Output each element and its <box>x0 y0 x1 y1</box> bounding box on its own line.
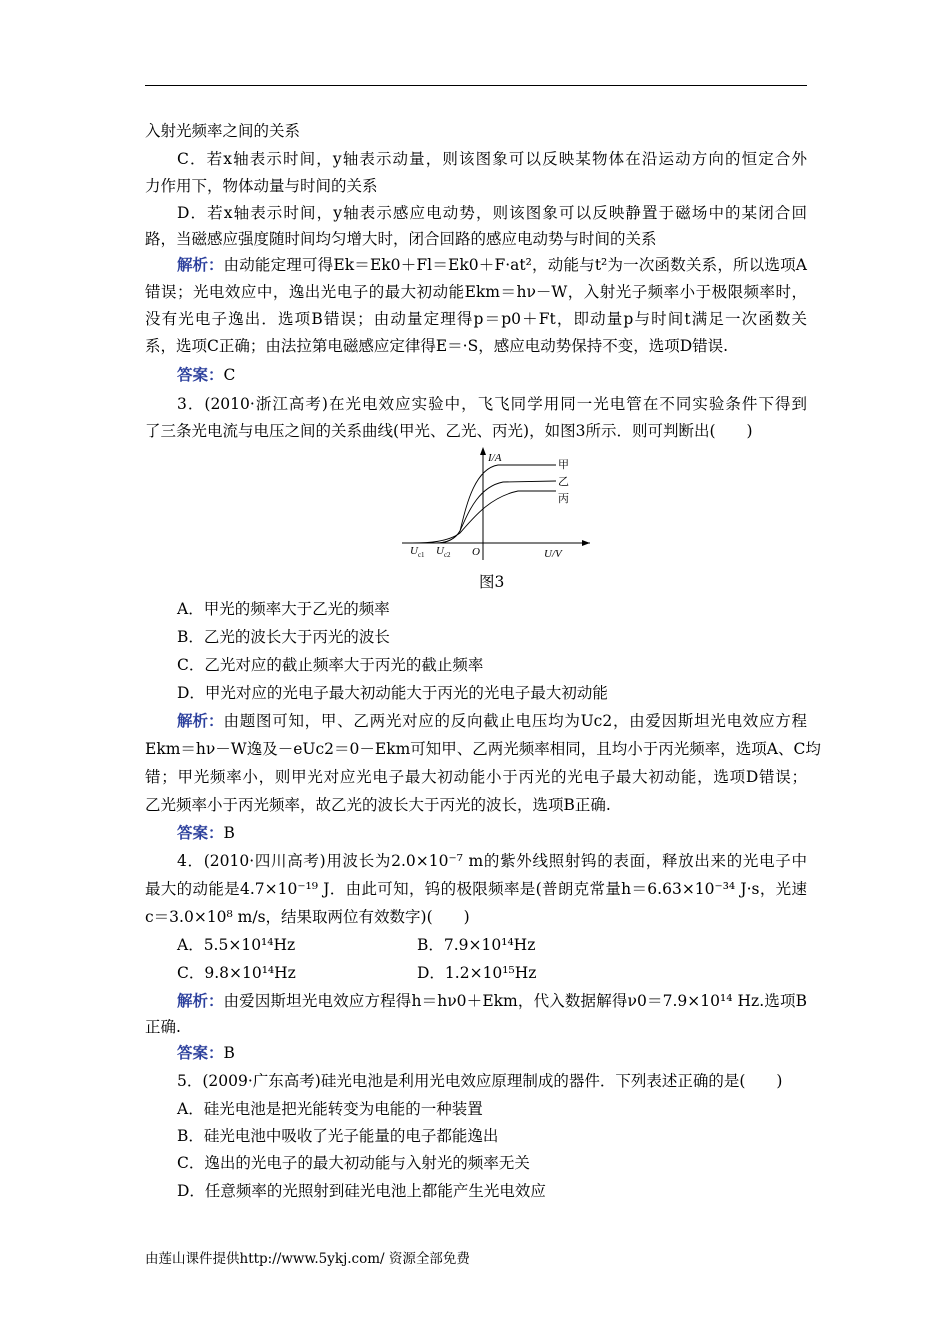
q2-analysis-text: 由动能定理可得Ek＝Ek0＋Fl＝Ek0＋F·at²，动能与t²为一次函数关系，所以选项A <box>223 256 807 274</box>
q3-analysis-line4: 乙光频率小于丙光频率，故乙光的波长大于丙光的波长，选项B正确. <box>145 796 611 814</box>
q3-option-d: D．甲光对应的光电子最大初动能大于丙光的光电子最大初动能 <box>177 684 608 702</box>
q2-option-d-line1: D．若x轴表示时间，y轴表示感应电动势，则该图象可以反映静置于磁场中的某闭合回 <box>177 204 807 222</box>
answer-label: 答案： <box>177 365 224 384</box>
q4-stem-line1: 4．(2010·四川高考)用波长为2.0×10⁻⁷ m的紫外线照射钨的表面，释放出来的光电子中 <box>177 852 807 870</box>
analysis-label: 解析： <box>177 255 224 274</box>
header-rule <box>145 85 807 86</box>
curve-label-yi: 乙 <box>558 475 569 488</box>
q4-answer-value: B <box>223 1044 235 1062</box>
q4-analysis-text: 由爱因斯坦光电效应方程得h＝hν0＋Ekm，代入数据解得ν0＝7.9×10¹⁴ Hz.选项B <box>223 992 807 1010</box>
analysis-label: 解析： <box>177 991 224 1010</box>
q5-stem: 5．(2009·广东高考)硅光电池是利用光电效应原理制成的器件．下列表述正确的是( ) <box>177 1072 783 1090</box>
q3-answer <box>177 823 807 843</box>
q3-analysis-line2: Ekm＝hν－W逸及－eUc2＝0－Ekm可知甲、乙两光频率相同，且均小于丙光频率，选项A、C均 <box>145 740 821 758</box>
q3-analysis-line3: 错；甲光频率小，则甲光对应光电子最大初动能小于丙光的光电子最大初动能，选项D错误； <box>145 768 807 786</box>
answer-label: 答案： <box>177 1043 224 1062</box>
q2-option-c-line2: 力作用下，物体动量与时间的关系 <box>145 177 378 195</box>
q2-answer-value: C <box>223 366 236 384</box>
answer-label: 答案： <box>177 823 224 842</box>
q5-option-c: C．逸出的光电子的最大初动能与入射光的频率无关 <box>177 1154 530 1172</box>
y-axis-label: I/A <box>488 452 502 464</box>
x-axis-arrow <box>582 540 590 546</box>
q5-option-a: A．硅光电池是把光能转变为电能的一种装置 <box>177 1100 483 1118</box>
curve-label-jia: 甲 <box>558 458 569 471</box>
q2-answer <box>177 365 807 385</box>
q3-option-a: A．甲光的频率大于乙光的频率 <box>177 600 390 618</box>
q4-analysis-line2: 正确. <box>145 1018 181 1036</box>
origin-label: O <box>472 546 480 558</box>
q5-option-d: D．任意频率的光照射到硅光电池上都能产生光电效应 <box>177 1182 546 1200</box>
q2-analysis-line2: 错误；光电效应中，逸出光电子的最大初动能Ekm＝hν－W，入射光子频率小于极限频率时， <box>145 283 807 301</box>
q4-analysis-line1 <box>177 991 807 1011</box>
q2-analysis-line4: 系，选项C正确；由法拉第电磁感应定律得E＝·S，感应电动势保持不变，选项D错误. <box>145 337 729 355</box>
q2-analysis-line1 <box>177 255 807 275</box>
y-axis-arrow <box>480 447 486 455</box>
q3-option-c: C．乙光对应的截止频率大于丙光的截止频率 <box>177 656 484 674</box>
curve-label-bing: 丙 <box>558 492 569 505</box>
q2-option-c-line1: C．若x轴表示时间，y轴表示动量，则该图象可以反映某物体在沿运动方向的恒定合外 <box>177 150 807 168</box>
q3-stem-line2: 了三条光电流与电压之间的关系曲线(甲光、乙光、丙光)，如图3所示．则可判断出( ) <box>145 422 753 440</box>
q3-analysis-line1 <box>177 711 807 731</box>
uc1-label: $U_{c1}$ <box>410 545 425 559</box>
q3-option-b: B．乙光的波长大于丙光的波长 <box>177 628 390 646</box>
q4-stem-line2: 最大的动能是4.7×10⁻¹⁹ J．由此可知，钨的极限频率是(普朗克常量h＝6.63×10⁻³⁴ J·s，光速 <box>145 880 807 898</box>
q2-analysis-line3: 没有光电子逸出．选项B错误；由动量定理得p＝p0＋Ft，即动量p与时间t满足一次函数关 <box>145 310 807 328</box>
q5-option-b: B．硅光电池中吸收了光子能量的电子都能逸出 <box>177 1127 499 1145</box>
figure-caption: 图3 <box>479 573 505 591</box>
q3-stem-line1: 3．(2010·浙江高考)在光电效应实验中，飞飞同学用同一光电管在不同实验条件下得到 <box>177 395 807 413</box>
prev-question-tail: 入射光频率之间的关系 <box>145 122 301 140</box>
q2-option-d-line2: 路，当磁感应强度随时间均匀增大时，闭合回路的感应电动势与时间的关系 <box>145 230 657 248</box>
q4-option-c: C．9.8×10¹⁴Hz <box>177 964 296 982</box>
q4-option-d: D．1.2×10¹⁵Hz <box>417 964 537 982</box>
q4-stem-line3: c＝3.0×10⁸ m/s，结果取两位有效数字)( ) <box>145 908 470 926</box>
photocurrent-voltage-figure <box>398 447 590 562</box>
q4-option-a: A．5.5×10¹⁴Hz <box>177 936 296 954</box>
page-footer: 由莲山课件提供http://www.5ykj.com/ 资源全部免费 <box>145 1251 470 1267</box>
q3-answer-value: B <box>223 824 235 842</box>
curve-jia <box>436 465 556 543</box>
curve-yi <box>436 481 556 543</box>
q4-answer <box>177 1043 807 1063</box>
analysis-label: 解析： <box>177 711 224 730</box>
uc2-label: $U_{c2}$ <box>436 545 451 559</box>
curve-bing <box>412 491 556 543</box>
q4-option-b: B．7.9×10¹⁴Hz <box>417 936 536 954</box>
q3-analysis-text: 由题图可知，甲、乙两光对应的反向截止电压均为Uc2，由爱因斯坦光电效应方程 <box>223 712 807 730</box>
x-axis-label: U/V <box>544 548 562 560</box>
